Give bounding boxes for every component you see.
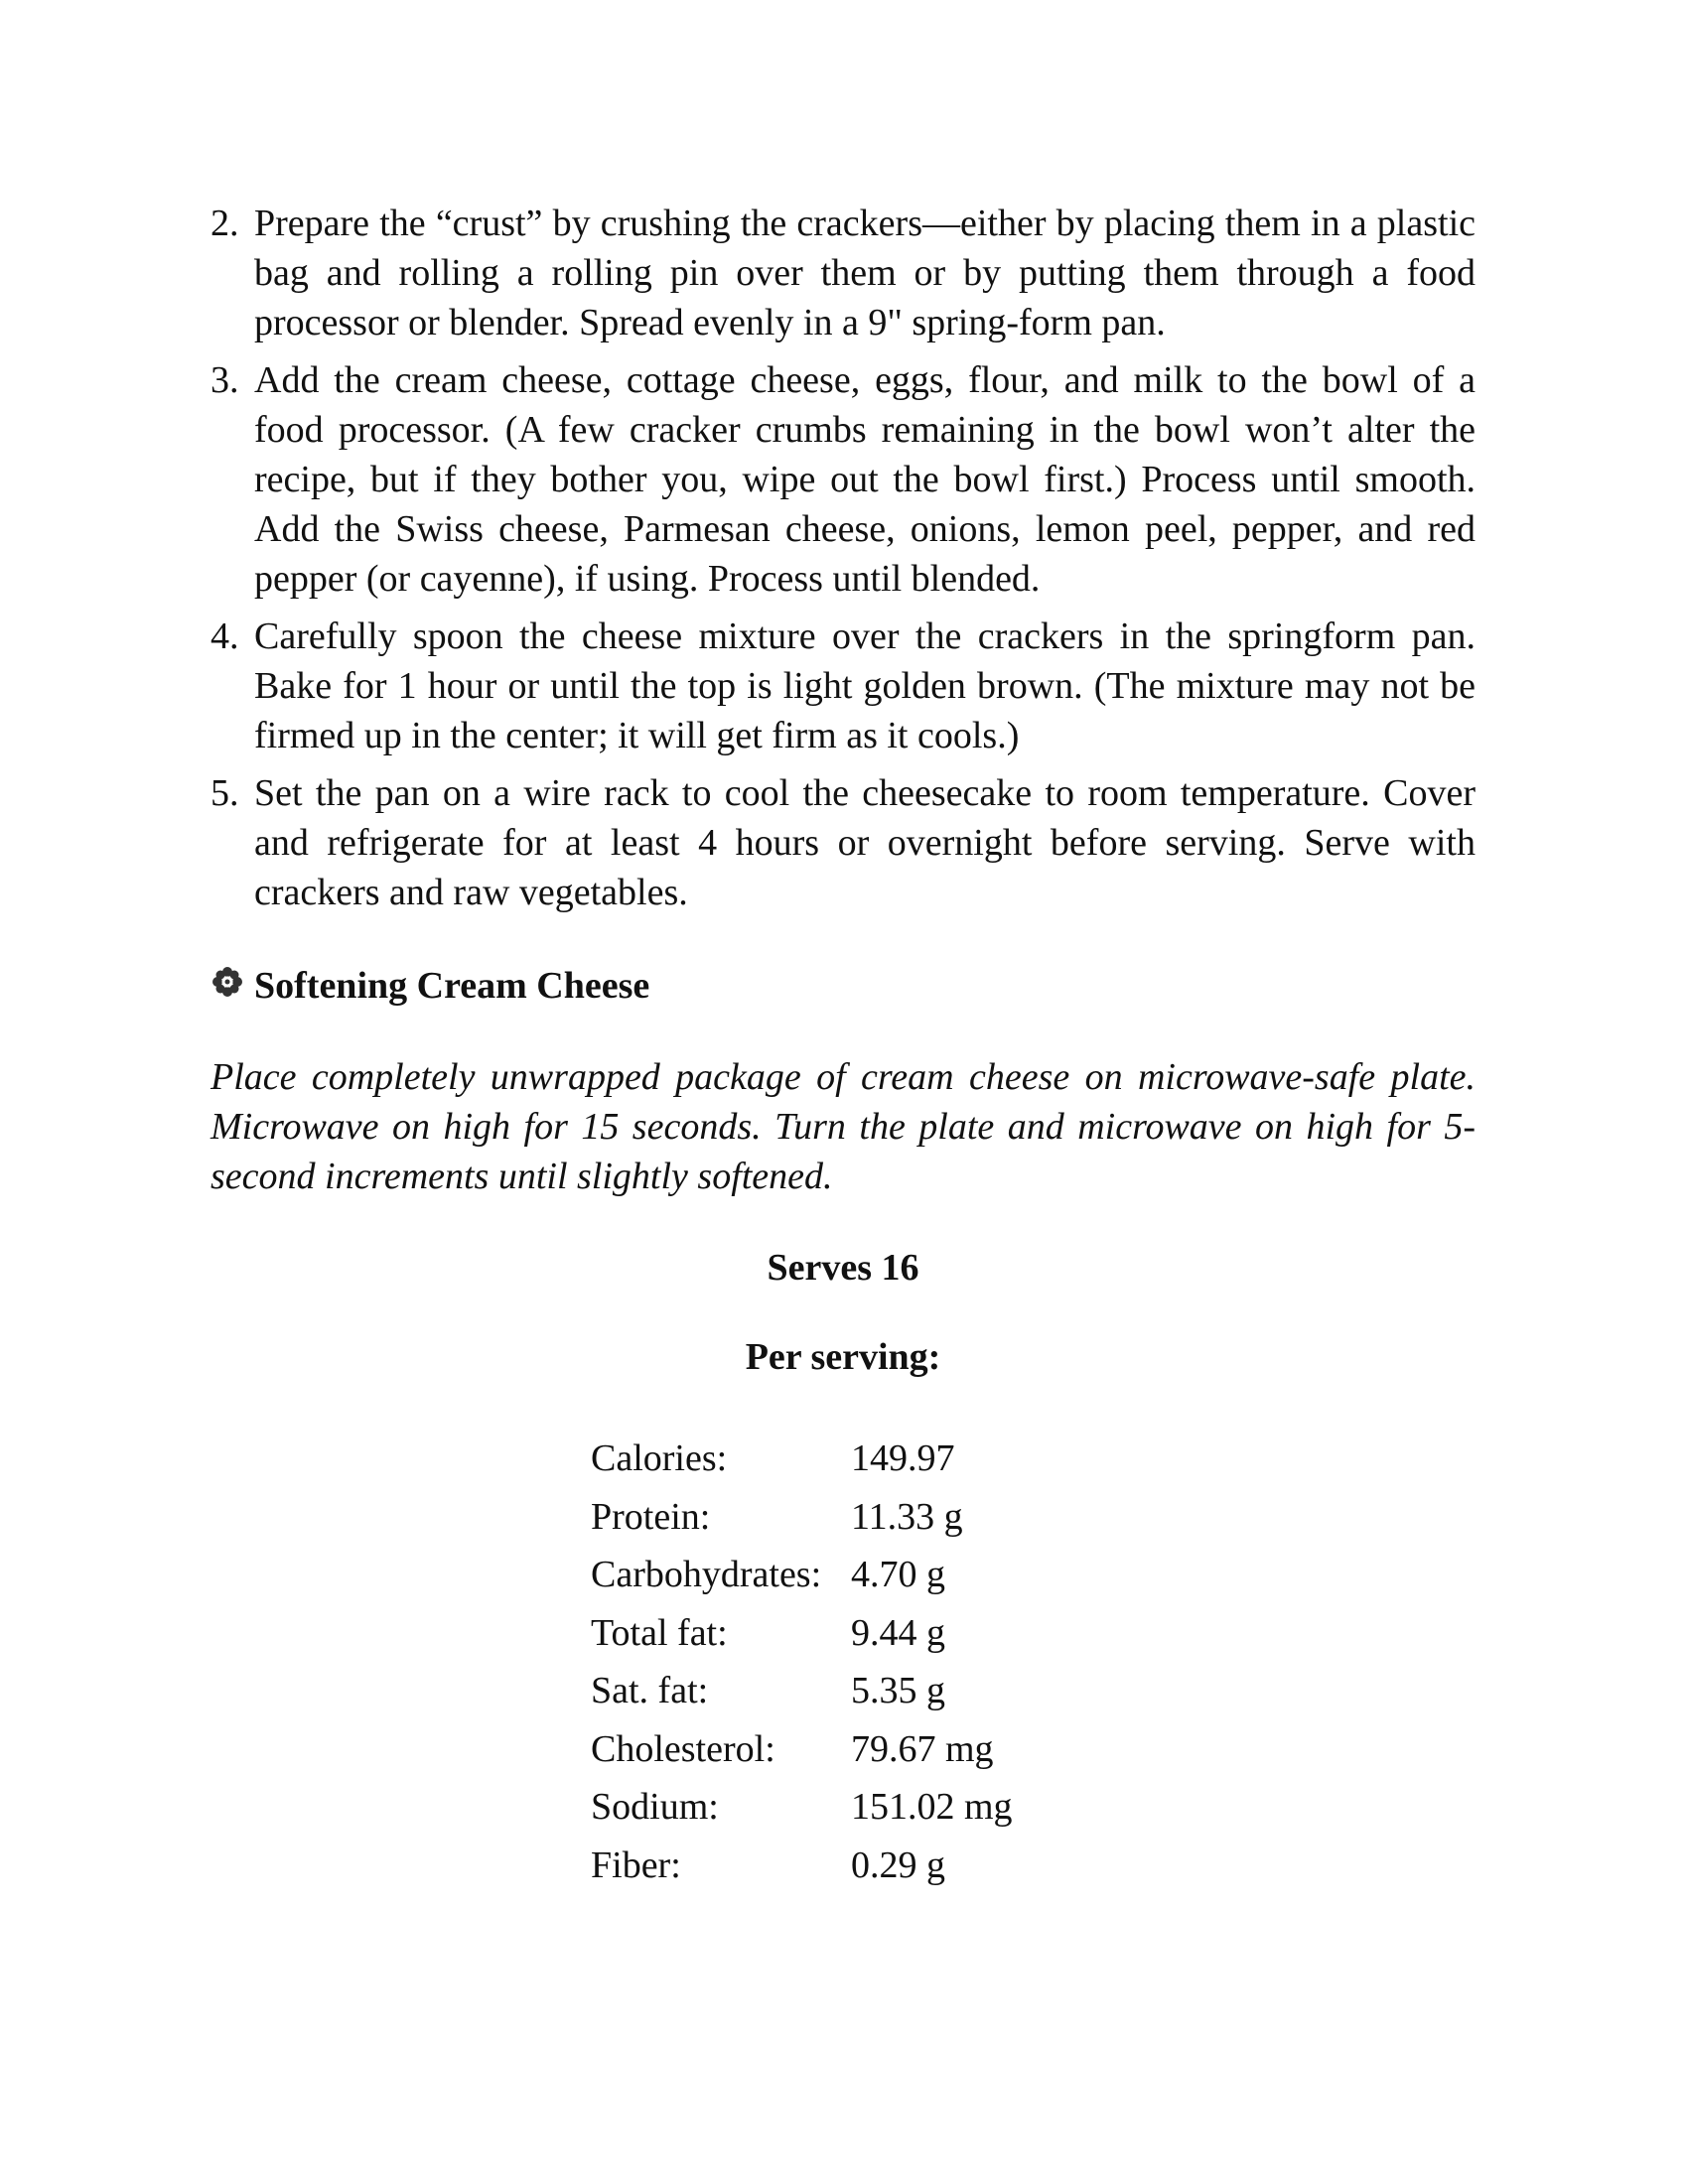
step-text: Carefully spoon the cheese mixture over the crackers in the springform pan. Bake for 1 hour or until the top is light golden brown. (The mixture may not be firmed up in the center; it will get firm as it cools.): [254, 615, 1476, 756]
nutrient-value: 0.29 g: [851, 1843, 945, 1886]
recipe-step: [211, 612, 1476, 760]
table-row: [591, 1546, 1013, 1604]
flower-icon: [211, 965, 244, 999]
nutrient-label: Sat. fat:: [591, 1670, 709, 1712]
table-row: [591, 1604, 1013, 1663]
table-row: [591, 1430, 1013, 1488]
nutrient-label: Carbohydrates:: [591, 1554, 822, 1596]
table-row: [591, 1720, 1013, 1779]
step-text: Prepare the “crust” by crushing the crackers—either by placing them in a plastic bag and rolling a rolling pin over them or by putting them through a food processor or blender. Spread evenly in a 9" spring-form pan.: [254, 203, 1476, 343]
per-serving-heading: Per serving:: [745, 1336, 941, 1378]
nutrient-value: 79.67 mg: [851, 1727, 994, 1770]
step-text: Add the cream cheese, cottage cheese, eggs, flour, and milk to the bowl of a food processor. (A few cracker crumbs remaining in the bowl won’t alter the recipe, but if they bother you, wipe out the bowl first.) Process until smooth. Add the Swiss cheese, Parmesan cheese, onions, lemon peel, pepper, and red pepper (or cayenne), if using. Process until blended.: [254, 359, 1476, 600]
nutrient-label: Protein:: [591, 1495, 711, 1538]
recipe-step: [211, 768, 1476, 917]
nutrient-value: 149.97: [851, 1437, 955, 1480]
nutrient-value: 4.70 g: [851, 1554, 945, 1596]
nutrient-value: 151.02 mg: [851, 1786, 1013, 1829]
tip-body: Place completely unwrapped package of cream cheese on microwave-safe plate. Microwave on high for 15 seconds. Turn the plate and microwave on high for 5-second increments until slightly softened.: [211, 1056, 1476, 1197]
recipe-step: [211, 355, 1476, 604]
nutrient-value: 5.35 g: [851, 1670, 945, 1712]
nutrient-label: Sodium:: [591, 1786, 719, 1829]
nutrition-table: [591, 1430, 1013, 1894]
step-text: Set the pan on a wire rack to cool the cheesecake to room temperature. Cover and refrigerate for at least 4 hours or overnight before serving. Serve with crackers and raw vegetables.: [254, 772, 1476, 913]
serves-count: Serves 16: [767, 1247, 919, 1289]
nutrient-value: 11.33 g: [851, 1495, 963, 1538]
table-row: [591, 1837, 1013, 1895]
nutrient-value: 9.44 g: [851, 1611, 945, 1654]
step-number: 3.: [211, 359, 239, 401]
step-number: 2.: [211, 203, 239, 244]
nutrient-label: Fiber:: [591, 1843, 681, 1886]
recipe-steps: [211, 199, 1476, 917]
nutrient-label: Cholesterol:: [591, 1727, 775, 1770]
step-number: 4.: [211, 615, 239, 657]
table-row: [591, 1488, 1013, 1547]
nutrient-label: Calories:: [591, 1437, 728, 1480]
table-row: [591, 1662, 1013, 1720]
tip-heading: [211, 961, 1476, 1011]
recipe-page: [211, 199, 1476, 1894]
recipe-step: [211, 199, 1476, 347]
table-row: [591, 1778, 1013, 1837]
nutrient-label: Total fat:: [591, 1611, 728, 1654]
tip-title: Softening Cream Cheese: [254, 965, 650, 1007]
step-number: 5.: [211, 772, 239, 814]
